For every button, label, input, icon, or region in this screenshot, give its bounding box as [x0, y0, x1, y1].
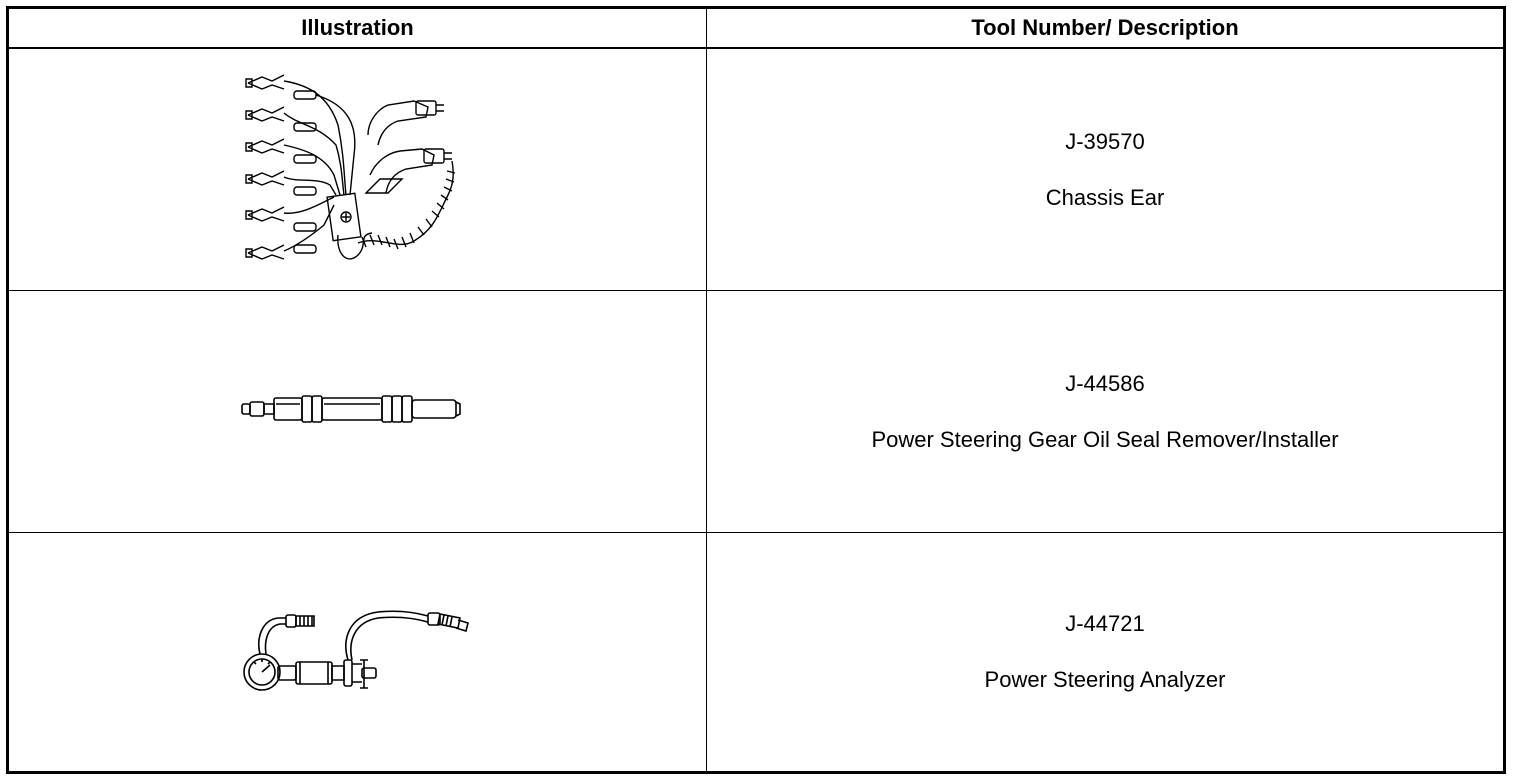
tool-number: J-44721	[1065, 611, 1145, 636]
table-row-description	[707, 49, 1503, 291]
seal-remover-installer-icon	[238, 382, 478, 442]
header-illustration	[9, 9, 707, 49]
table-row-description	[707, 291, 1503, 533]
table-row-illustration	[9, 291, 707, 533]
chassis-ear-icon	[238, 65, 478, 275]
header-illustration-label: Illustration	[301, 15, 414, 40]
table-row-illustration	[9, 49, 707, 291]
table-row-illustration	[9, 533, 707, 771]
header-description	[707, 9, 1503, 49]
tool-description: Chassis Ear	[1045, 184, 1165, 210]
tool-table	[6, 6, 1506, 774]
tool-number: J-39570	[1065, 128, 1145, 154]
tool-description: Power Steering Gear Oil Seal Remover/Installer	[871, 426, 1339, 452]
table-row-description	[707, 533, 1503, 771]
tool-number: J-44586	[1065, 370, 1145, 396]
tool-description: Power Steering Analyzer	[984, 667, 1226, 692]
power-steering-analyzer-icon	[238, 602, 478, 702]
header-description-label: Tool Number/ Description	[971, 15, 1239, 40]
